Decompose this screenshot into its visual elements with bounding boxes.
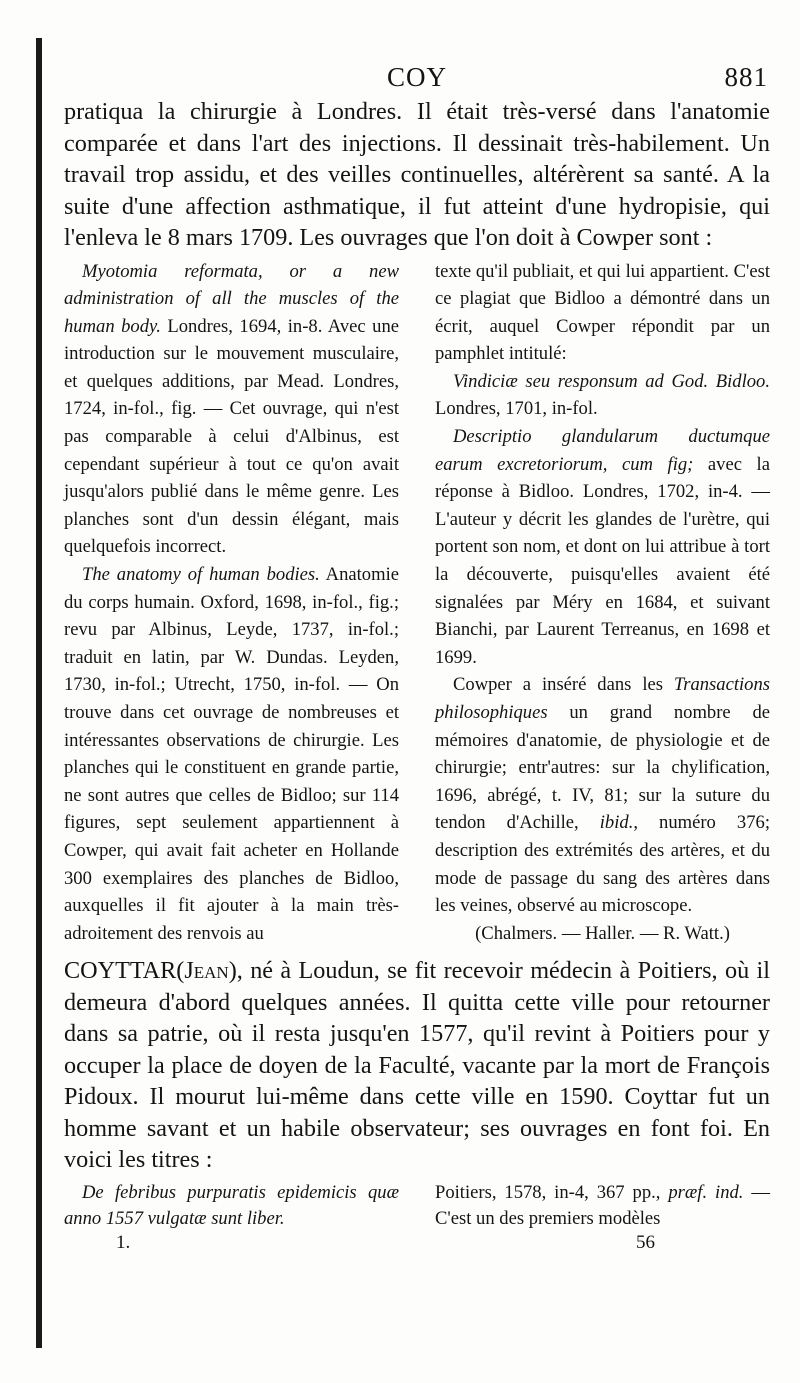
work-text: Anatomie du corps humain. Oxford, 1698, in-fol., fig.; revu par Albinus, Leyde, 1737, in-fol.; traduit en latin, par W. Dundas. Leyden, 1730, in-fol.; Utrecht, 1750, in-fol. — On trouve dans cet ouvrage de nombreuses et intéressantes observations de chirurgie. Les planches qui le constituent en grande partie, ne sont autres que celles de Bidloo; sur 114 figures, sept seulement appartiennent à Cowper, qui avait fait acheter en Hollande 300 exemplaires des planches de Bidloo, auxquelles il fit ajouter à la main très-adroitement des renvois au (64, 564, 399, 944)
text-fragment: , numéro 376; description des extrémités des artères, et du mode de passage du sang des artères dans les veines, observé au microscope. (435, 812, 770, 917)
work-text: Londres, 1701, in-fol. (435, 398, 598, 420)
page-footer (64, 1232, 770, 1264)
work-entry (435, 368, 770, 423)
page (64, 56, 770, 1264)
coyttar-entry: COYTTAR(Jean), né à Loudun, se fit recevoir médecin à Poitiers, où il demeura d'abord quelques années. Il quitta cette ville pour retourner dans sa patrie, où il resta jusqu'en 1577, qu'il revint à Poitiers pour y occuper la place de doyen de la Faculté, vacante par la mort de François Pidoux. Il mourut lui-même dans cette ville en 1590. Coyttar fut un homme savant et un habile observateur; ses ouvrages en font foi. En voici les titres : (64, 957, 770, 1174)
right-column-bottom (435, 1180, 770, 1232)
work-text: — C'est un des premiers modèles (435, 1181, 770, 1229)
transactions-paragraph (435, 671, 770, 919)
header-title: COY (386, 62, 447, 92)
two-column-section-bottom (64, 1180, 770, 1232)
work-entry (64, 561, 399, 947)
work-entry (64, 258, 399, 562)
work-entry (435, 1180, 770, 1232)
work-title: The anatomy of human bodies. (82, 564, 320, 586)
sources-line: (Chalmers. — Haller. — R. Watt.) (475, 922, 730, 944)
work-text: Poitiers, 1578, in-4, 367 pp., (435, 1181, 669, 1203)
running-header (64, 56, 770, 96)
work-title: Descriptio glandularum ductumque earum excretoriorum, cum fig; (435, 426, 770, 475)
signature-mark: 1. (116, 1231, 131, 1253)
work-entry (435, 423, 770, 671)
ibid-text: ibid. (599, 812, 634, 834)
left-column-bottom (64, 1180, 399, 1232)
right-column (435, 258, 770, 948)
work-title: Vindiciæ seu responsum ad God. Bidloo. (453, 370, 770, 392)
work-title: Myotomia reformata, or a new administration of all the muscles of the human body. (64, 260, 399, 337)
continuation-text: texte qu'il publiait, et qui lui appartient. C'est ce plagiat que Bidloo a démontré dans un écrit, auquel Cowper répondit par un pamphlet intitulé: (435, 260, 770, 365)
text-fragment: un grand nombre de mémoires d'anatomie, de physiologie et de chirurgie; entr'autres: sur la chylification, 1696, abrégé, t. IV, 81; sur la suture du tendon d'Achille, (435, 702, 770, 834)
page-spine-edge (36, 38, 42, 1348)
left-column (64, 258, 399, 948)
work-text: Londres, 1694, in-8. Avec une introduction sur le mouvement musculaire, et quelques additions, par Mead. Londres, 1724, in-fol., fig. — Cet ouvrage, qui n'est pas comparable à celui d'Albinus, est cependant supérieur à tout ce qu'on avait jusqu'alors publié dans le même genre. Les planches sont d'un dessin élégant, mais quelquefois incorrect. (64, 315, 399, 558)
sheet-number: 56 (636, 1231, 655, 1253)
entry-name: COYTTAR (64, 957, 177, 985)
entry-text: ), né à Loudun, se fit recevoir médecin à Poitiers, où il demeura d'abord quelques années. Il quitta cette ville pour retourner dans sa patrie, où il resta jusqu'en 1577, qu'il revint à Poitiers pour y occuper la place de doyen de la Faculté, vacante par la mort de François Pidoux. Il mourut lui-même dans cette ville en 1590. Coyttar fut un homme savant et un habile observateur; ses ouvrages en font foi. En voici les titres : (64, 957, 770, 1174)
work-title: De febribus purpuratis epidemicis quæ anno 1557 vulgatæ sunt liber. (64, 1181, 399, 1229)
text-fragment: Cowper a inséré dans les (453, 674, 674, 696)
page-number: 881 (724, 62, 768, 92)
work-text: avec la réponse à Bidloo. Londres, 1702, in-4. — L'auteur y décrit les glandes de l'urètre, qui portent son nom, et dont on lui attribue à tort la découverte, puisqu'elles avaient été signalées par Méry en 1684, et suivant Bianchi, par Laurent Terreanus, en 1698 et 1699. (435, 453, 770, 668)
entry-first-name: Jean (184, 957, 229, 985)
two-column-section (64, 258, 770, 948)
journal-title: Transactions philosophiques (435, 674, 770, 723)
work-abbrev: præf. ind. (668, 1181, 744, 1203)
intro-paragraph: pratiqua la chirurgie à Londres. Il était très-versé dans l'anatomie comparée et dans l'art des injections. Il dessinait très-habilement. Un travail trop assidu, et des veilles continuelles, altérèrent sa santé. A la suite d'une affection asthmatique, il fut atteint d'une hydropisie, qui l'enleva le 8 mars 1709. Les ouvrages que l'on doit à Cowper sont : (64, 98, 770, 251)
